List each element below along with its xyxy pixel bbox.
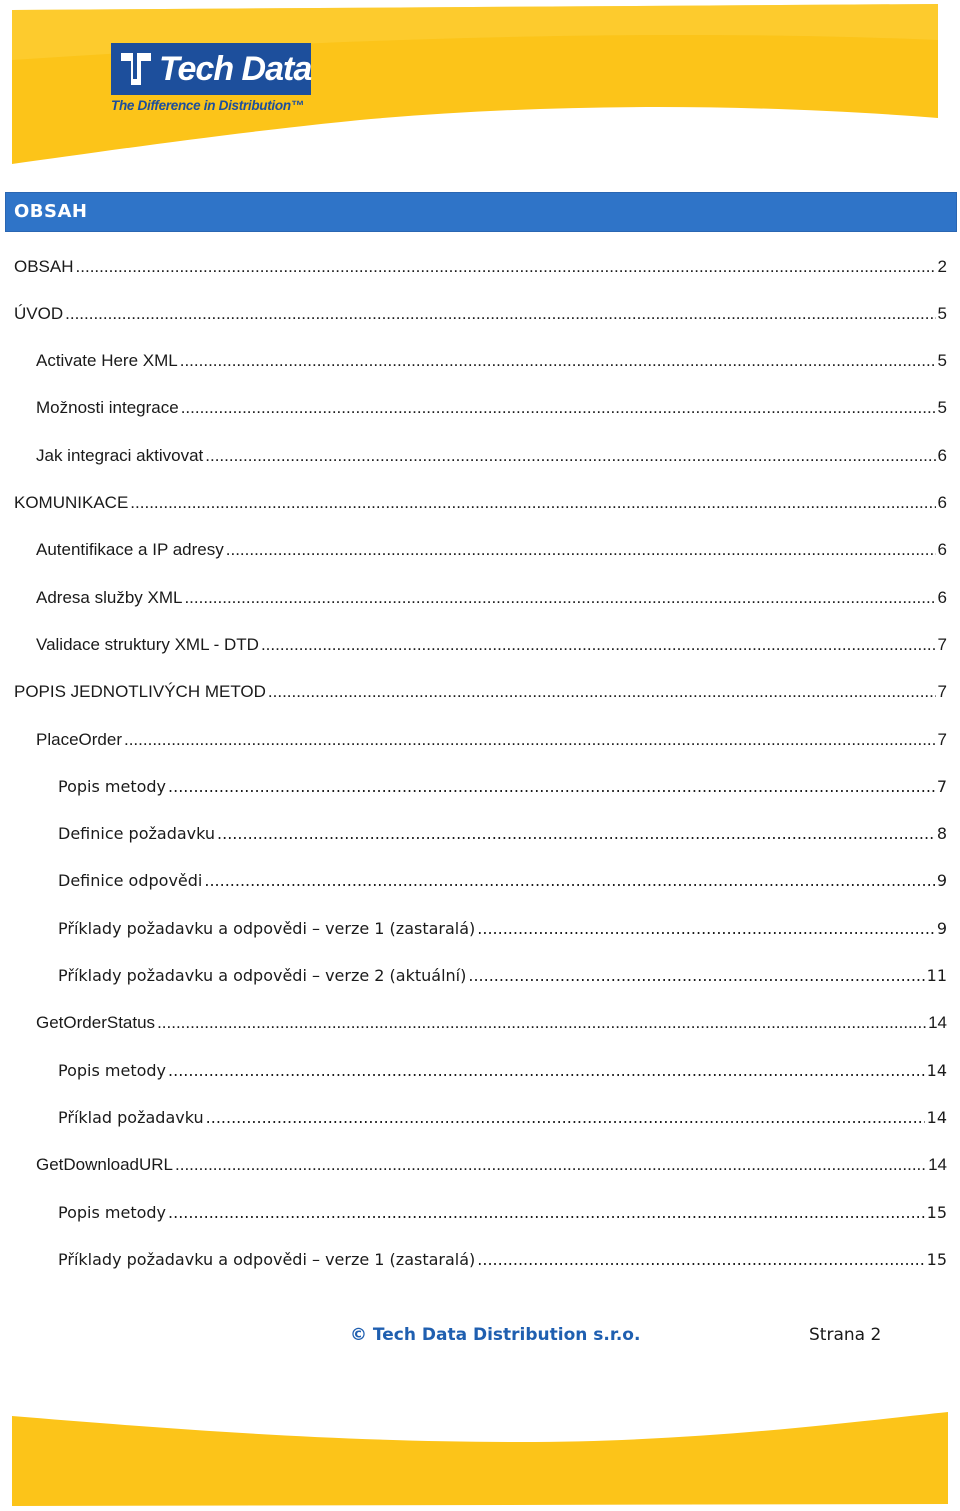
toc-entry[interactable] bbox=[58, 953, 947, 1000]
toc-entry-page: 15 bbox=[926, 1249, 947, 1269]
toc-leader-dots bbox=[168, 776, 935, 798]
toc-entry-title: Activate Here XML bbox=[36, 351, 178, 371]
toc-entry-title: Popis metody bbox=[58, 1060, 167, 1080]
toc-entry-page: 11 bbox=[926, 966, 947, 985]
td-mark-icon bbox=[119, 49, 153, 89]
section-heading-bar bbox=[5, 192, 957, 232]
toc-entry-title: KOMUNIKACE bbox=[14, 493, 129, 512]
section-heading: OBSAH bbox=[14, 201, 88, 222]
toc-entry[interactable] bbox=[14, 290, 947, 337]
toc-leader-dots bbox=[261, 634, 936, 656]
toc-entry-title: Příklad požadavku bbox=[58, 1107, 204, 1127]
toc-entry-page: 6 bbox=[937, 493, 947, 512]
toc-entry[interactable] bbox=[36, 338, 947, 385]
toc-entry-page: 14 bbox=[928, 1013, 947, 1033]
toc-leader-dots bbox=[206, 1107, 925, 1129]
toc-entry-page: 15 bbox=[926, 1202, 947, 1222]
toc-entry-title: Autentifikace a IP adresy bbox=[36, 540, 224, 560]
toc-entry[interactable] bbox=[58, 858, 947, 905]
toc-entry-title: Popis metody bbox=[58, 776, 167, 796]
logo-wordmark: Tech Data bbox=[159, 50, 312, 88]
footer-copyright: © Tech Data Distribution s.r.o. bbox=[350, 1325, 641, 1345]
toc-entry[interactable] bbox=[58, 1047, 947, 1094]
toc-entry-title: Příklady požadavku a odpovědi – verze 1 (zastaralá) bbox=[58, 1249, 476, 1269]
toc-leader-dots bbox=[477, 1249, 924, 1271]
toc-entry-page: 2 bbox=[937, 256, 947, 276]
toc-entry[interactable] bbox=[36, 1000, 947, 1047]
toc-entry[interactable] bbox=[14, 669, 947, 716]
bottom-banner-shape bbox=[12, 1412, 948, 1506]
bottom-banner bbox=[0, 1408, 960, 1511]
toc-entry-title: OBSAH bbox=[14, 256, 74, 276]
toc-leader-dots bbox=[268, 681, 936, 703]
toc-leader-dots bbox=[184, 587, 935, 609]
toc-entry-page: 14 bbox=[928, 1155, 947, 1175]
toc-entry-page: 5 bbox=[937, 303, 947, 323]
toc-entry[interactable] bbox=[36, 385, 947, 432]
toc-entry-title: Příklady požadavku a odpovědi – verze 1 (zastaralá) bbox=[58, 918, 476, 938]
toc-entry-page: 6 bbox=[937, 540, 947, 560]
toc-entry[interactable] bbox=[14, 243, 947, 290]
toc-leader-dots bbox=[65, 303, 935, 325]
toc-entry-page: 7 bbox=[936, 776, 947, 796]
toc-leader-dots bbox=[217, 823, 935, 845]
toc-entry-title: Příklady požadavku a odpovědi – verze 2 (aktuální) bbox=[58, 966, 467, 985]
toc-entry[interactable] bbox=[58, 1094, 947, 1141]
toc-entry-page: 14 bbox=[926, 1107, 947, 1127]
toc-entry-title: Možnosti integrace bbox=[36, 398, 179, 418]
logo-box bbox=[111, 43, 311, 95]
toc-entry-page: 7 bbox=[937, 634, 947, 654]
footer-page-number: Strana 2 bbox=[809, 1325, 882, 1345]
toc-leader-dots bbox=[180, 350, 936, 372]
toc-entry-page: 14 bbox=[926, 1060, 947, 1080]
toc-leader-dots bbox=[477, 918, 935, 940]
toc-entry-page: 7 bbox=[937, 729, 947, 749]
toc-entry-title: Jak integraci aktivovat bbox=[36, 445, 204, 465]
toc-leader-dots bbox=[168, 1060, 925, 1082]
toc-leader-dots bbox=[124, 729, 936, 751]
toc-leader-dots bbox=[204, 870, 934, 892]
toc-entry[interactable] bbox=[58, 1236, 947, 1283]
toc-entry-title: Validace struktury XML - DTD bbox=[36, 634, 259, 654]
toc-entry[interactable] bbox=[36, 432, 947, 479]
toc-leader-dots bbox=[468, 965, 924, 987]
toc-entry-title: GetOrderStatus bbox=[36, 1013, 156, 1033]
toc-leader-dots bbox=[168, 1202, 925, 1224]
toc-entry-title: Definice požadavku bbox=[58, 824, 216, 844]
toc-entry[interactable] bbox=[36, 527, 947, 574]
toc-entry-title: GetDownloadURL bbox=[36, 1155, 174, 1175]
toc-entry[interactable] bbox=[58, 1189, 947, 1236]
toc-leader-dots bbox=[181, 397, 936, 419]
toc-entry-title: Definice odpovědi bbox=[58, 871, 203, 891]
toc-leader-dots bbox=[226, 539, 936, 561]
toc-entry-title: Popis metody bbox=[58, 1202, 167, 1222]
toc-entry-title: PlaceOrder bbox=[36, 729, 122, 749]
toc-entry-page: 9 bbox=[936, 918, 947, 938]
toc-leader-dots bbox=[157, 1012, 926, 1034]
toc-entry-title: ÚVOD bbox=[14, 303, 64, 323]
toc-leader-dots bbox=[130, 492, 935, 514]
toc-entry[interactable] bbox=[36, 716, 947, 763]
toc-leader-dots bbox=[175, 1154, 926, 1176]
toc-entry[interactable] bbox=[58, 811, 947, 858]
toc-entry[interactable] bbox=[36, 621, 947, 668]
toc-entry-title: Adresa služby XML bbox=[36, 587, 183, 607]
toc-entry[interactable] bbox=[36, 1142, 947, 1189]
toc-entry-page: 5 bbox=[937, 351, 947, 371]
toc-entry-page: 9 bbox=[936, 871, 947, 891]
tech-data-logo bbox=[111, 43, 311, 120]
toc-entry-page: 5 bbox=[937, 398, 947, 418]
toc-leader-dots bbox=[76, 256, 936, 278]
toc-entry-page: 6 bbox=[937, 445, 947, 465]
toc-entry-page: 7 bbox=[937, 682, 947, 702]
toc-entry[interactable] bbox=[36, 574, 947, 621]
toc-leader-dots bbox=[205, 445, 935, 467]
toc-entry-title: POPIS JEDNOTLIVÝCH METOD bbox=[14, 682, 266, 702]
toc-entry[interactable] bbox=[58, 763, 947, 810]
toc-entry[interactable] bbox=[58, 905, 947, 952]
toc-entry[interactable] bbox=[14, 480, 947, 527]
toc-entry-page: 6 bbox=[937, 587, 947, 607]
toc-entry-page: 8 bbox=[936, 824, 947, 844]
logo-tagline: The Difference in Distribution™ bbox=[111, 98, 304, 113]
